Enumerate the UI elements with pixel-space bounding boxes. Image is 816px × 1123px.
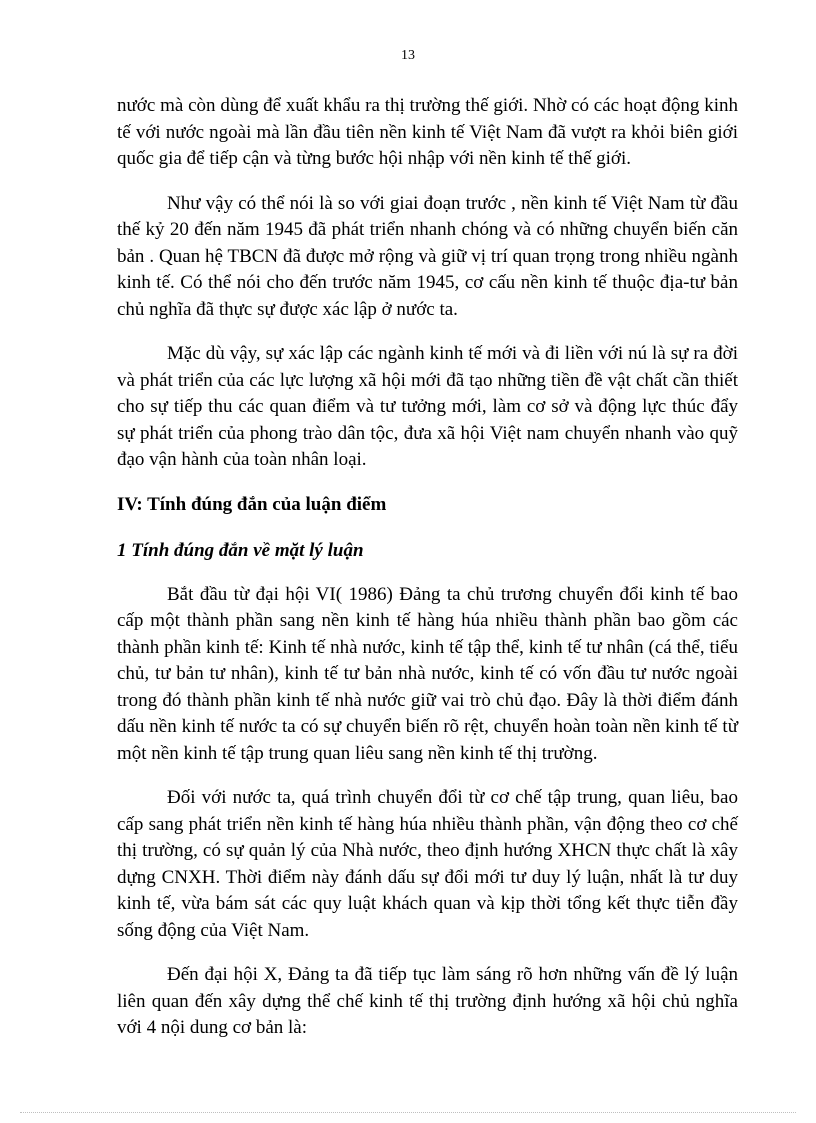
section-heading: IV: Tính đúng đắn của luận điểm bbox=[117, 493, 387, 515]
page-bottom-divider bbox=[20, 1112, 796, 1113]
paragraph-social-forces: Mặc dù vậy, sự xác lập các ngành kinh tế mới và đi liền với nú là sự ra đời và phát triển của các lực lượng xã hội mới đã tạo những tiền đề vật chất cần thiết cho sự tiếp thu các quan điểm và tư tưởng mới, làm cơ sở và động lực thúc đẩy sự phát triển của phong trào dân tộc, đưa xã hội Việt nam chuyển nhanh vào quỹ đạo vận hành của toàn nhân loại. bbox=[117, 343, 738, 470]
paragraph-summary: Như vậy có thể nói là so với giai đoạn trước , nền kinh tế Việt Nam từ đầu thế kỷ 20 đến năm 1945 đã phát triển nhanh chóng và có những chuyển biến căn bản . Quan hệ TBCN đã được mở rộng và giữ vị trí quan trọng trong nhiều ngành kinh tế. Có thể nói cho đến trước năm 1945, cơ cấu nền kinh tế thuộc địa-tư bản chủ nghĩa đã thực sự được xác lập ở nước ta. bbox=[117, 192, 738, 320]
section-subheading: 1 Tính đúng đắn về mặt lý luận bbox=[117, 539, 364, 561]
page-number: 13 bbox=[401, 48, 415, 63]
paragraph-continuation: nước mà còn dùng để xuất khẩu ra thị trường thế giới. Nhờ có các hoạt động kinh tế với nước ngoài mà lần đầu tiên nền kinh tế Việt Nam đã vượt ra khỏi biên giới quốc gia để tiếp cận và từng bước hội nhập với nền kinh tế thế giới. bbox=[117, 95, 738, 169]
paragraph-congress-x: Đến đại hội X, Đảng ta đã tiếp tục làm sáng rõ hơn những vấn đề lý luận liên quan đến xây dựng thể chế kinh tế thị trường định hướng xã hội chủ nghĩa với 4 nội dung cơ bản là: bbox=[117, 964, 738, 1038]
paragraph-congress-vi: Bắt đầu từ đại hội VI( 1986) Đảng ta chủ trương chuyển đổi kinh tế bao cấp một thành phần sang nền kinh tế hàng húa nhiều thành phần bao gồm các thành phần kinh tế: Kinh tế nhà nước, kinh tế tập thể, kinh tế tư nhân (cá thể, tiểu chủ, tư bản tư nhân), kinh tế tư bản nhà nước, kinh tế có vốn đầu tư nước ngoài trong đó thành phần kinh tế nhà nước giữ vai trò chủ đạo. Đây là thời điểm đánh dấu nền kinh tế nước ta có sự chuyển biến rõ rệt, chuyển hoàn toàn nền kinh tế từ một nền kinh tế tập trung quan liêu sang nền kinh tế thị trường. bbox=[117, 583, 738, 764]
document-body bbox=[117, 93, 738, 1060]
paragraph-transition: Đối với nước ta, quá trình chuyển đổi từ cơ chế tập trung, quan liêu, bao cấp sang phát triển nền kinh tế hàng húa nhiều thành phần, vận động theo cơ chế thị trường, có sự quản lý của Nhà nước, theo định hướng XHCN thực chất là xây dựng CNXH. Thời điểm này đánh dấu sự đổi mới tư duy lý luận, nhất là tư duy kinh tế, vừa bám sát các quy luật khách quan và kịp thời tổng kết thực tiễn đầy sống động của Việt Nam. bbox=[117, 787, 738, 941]
